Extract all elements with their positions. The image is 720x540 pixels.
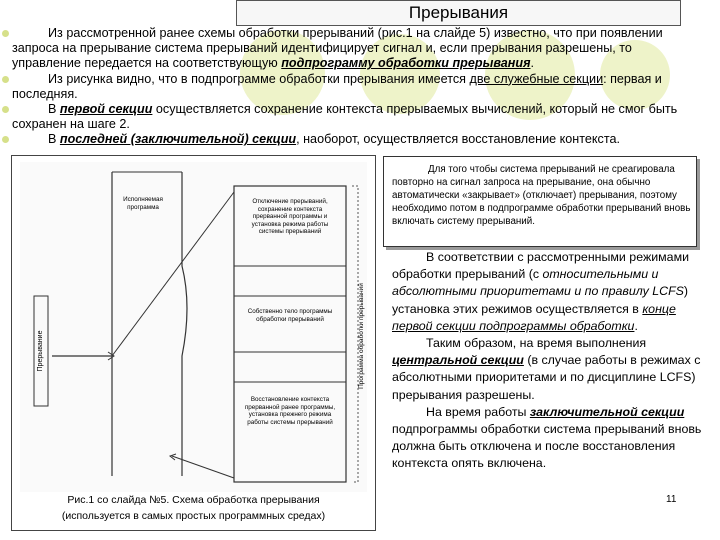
box-handler-body: Собственно тело программы обработки прерываний: [247, 308, 333, 323]
bullet-item: [12, 72, 700, 102]
bullet-item: [12, 132, 700, 147]
bullet-dot-icon: [2, 30, 9, 37]
interrupt-label: Прерывание: [37, 330, 44, 372]
caption-line: (используется в самых простых программных средах): [61, 510, 326, 522]
bullet-text: осуществляется сохранение контекста прерываемых вычислений, который не смог быть сохранен на шаге 2.: [12, 102, 678, 132]
bullet-text: : первая и последняя.: [12, 71, 662, 101]
bullet-item: [12, 102, 700, 132]
emphasis-run: заключительной секции: [529, 404, 685, 419]
paragraph: [392, 249, 704, 335]
text-run: ) установка этих режимов осуществляется в: [392, 284, 689, 316]
bullet-dot-icon: [2, 76, 9, 83]
bullet-text: В: [48, 102, 60, 117]
bullet-dot-icon: [2, 106, 9, 113]
bullet-text: В: [48, 132, 60, 147]
figure-caption: [12, 492, 375, 524]
paragraph: [392, 335, 704, 404]
text-run: На время работы: [426, 404, 530, 419]
bullet-emphasis: первой секции: [59, 102, 153, 117]
bullet-emphasis: подпрограмму обработки прерывания: [281, 56, 531, 71]
right-column-text: [392, 249, 704, 473]
italic-run: относительными и абсолютными приоритетами и по правилу LCFS: [392, 267, 684, 299]
text-run: (в случае работы в режимах с абсолютными приоритетами и по дисциплине LCFS) прерывания разрешены.: [392, 353, 701, 402]
slide-number: 11: [666, 494, 677, 505]
note-text: Для того чтобы система прерываний не среагировала повторно на сигнал запроса на прерывание, она обычно автоматически «закрывает» (отключает) прерывания, поэтому необходимо потом в подпрограмме обработки прерываний вновь включать систему прерываний.: [392, 164, 691, 227]
paragraph: [392, 404, 704, 473]
underlined-run: конце первой секции подпрограммы обработки: [392, 301, 676, 333]
side-label: Программа обработки прерываний: [358, 283, 365, 389]
slide-title: Прерывания: [236, 0, 681, 26]
bullet-list: [12, 26, 700, 148]
bullet-item: [12, 26, 700, 72]
text-run: Таким образом, на время выполнения: [426, 336, 647, 351]
bullet-dot-icon: [2, 136, 9, 143]
bullet-emphasis: последней (заключительной) секции: [59, 132, 297, 147]
text-run: В соответствии с рассмотренными режимами обработки прерываний (с: [392, 250, 690, 282]
bullet-text: .: [530, 56, 534, 71]
bullet-text: Из рисунка видно, что в подпрограмме обработки прерывания имеется: [48, 71, 470, 86]
text-run: .: [634, 318, 638, 333]
caption-line: Рис.1 со слайда №5. Схема обработка прерывания: [67, 494, 320, 506]
bullet-text: Из рассмотренной ранее схемы обработки прерываний (рис.1 на слайде 5) известно, что при появлении запроса на прерывание система прерываний идентифицирует сигнал и, если прерывания разрешены, то управление передается на соответствующую: [12, 26, 663, 71]
box-program: Исполняемая программа: [123, 196, 163, 211]
box-restore-context: Восстановление контекста прерванной ранее программы, установка прежнего режима работы системы прерываний: [244, 396, 336, 426]
box-disable-interrupts: Отключение прерываний, сохранение контекста прерванной программы и установка режима работы системы прерываний: [251, 198, 329, 236]
emphasis-run: центральной секции: [392, 353, 524, 368]
figure-panel: [11, 155, 376, 531]
note-box: [383, 156, 697, 247]
bullet-underline: две служебные секции: [469, 71, 604, 86]
text-run: подпрограммы обработки система прерываний вновь должна быть отключена и после восстановления контекста опять включена.: [392, 422, 702, 471]
bullet-text: , наоборот, осуществляется восстановление контекста.: [296, 132, 620, 147]
